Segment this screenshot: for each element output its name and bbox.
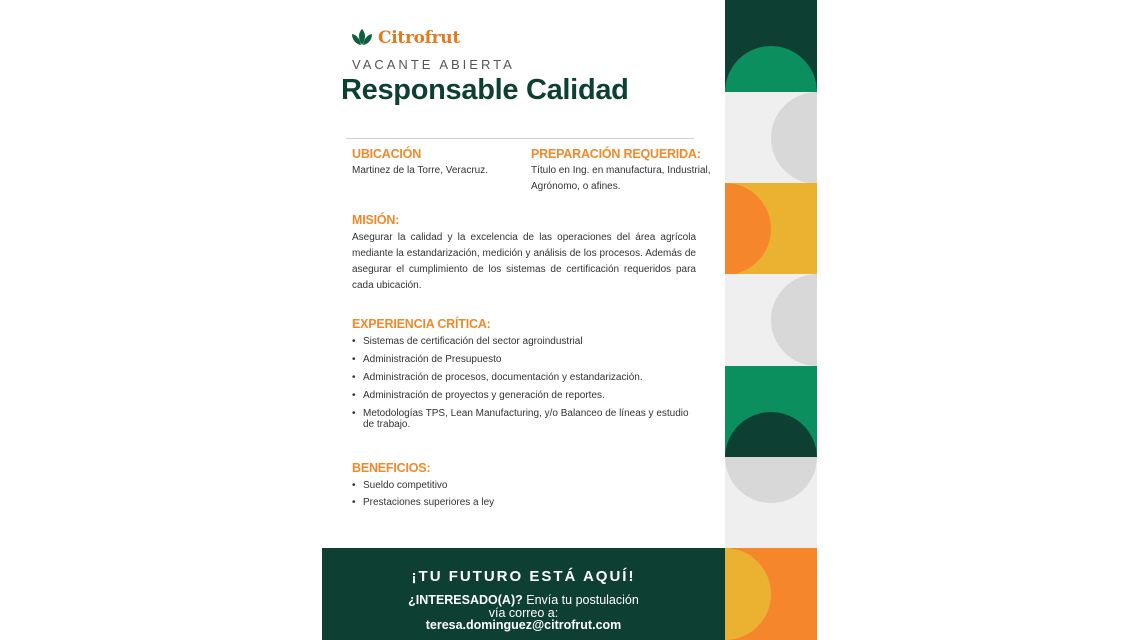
divider [346,138,694,139]
ubicacion-text: Martinez de la Torre, Veracruz. [352,165,488,176]
deco-tile [725,92,817,184]
list-item: • Metodologías TPS, Lean Manufacturing, y/o Balanceo de líneas y estudio de trabajo. [352,408,696,430]
list-item: • Sistemas de certificación del sector agroindustrial [352,336,696,347]
list-item: • Sueldo competitivo [352,480,696,491]
deco-tile [725,457,817,549]
deco-tile [725,274,817,366]
cta-interested: ¿INTERESADO(A)? [408,593,523,607]
job-title: Responsable Calidad [341,74,629,106]
deco-circle [725,46,817,92]
deco-circle [725,457,817,503]
leaf-logo-icon [350,27,374,49]
ubicacion-heading: UBICACIÓN [352,147,422,161]
list-item: • Prestaciones superiores a ley [352,497,696,508]
beneficios-heading: BENEFICIOS: [352,461,431,475]
cta-send: Envía tu postulación [526,593,639,607]
mision-text: Asegurar la calidad y la excelencia de las operaciones del área agrícola mediante la estandarización, medición y análisis de los procesos. Además de asegurar el cumplimiento de los sistemas de certificación requeridos para cada ubicación. [352,232,696,291]
decorative-column [725,0,817,640]
preparacion-line-1: Título en Ing. en manufactura, Industrial, [531,165,711,176]
cta-email[interactable]: teresa.dominguez@citrofrut.com [425,618,622,632]
cta-banner [322,548,725,640]
deco-tile [725,0,817,92]
list-item: • Administración de Presupuesto [352,354,696,365]
deco-circle [725,412,817,458]
list-item: • Administración de proyectos y generación de reportes. [352,390,696,401]
mision-heading: MISIÓN: [352,213,400,227]
experiencia-heading: EXPERIENCIA CRÍTICA: [352,317,491,331]
brand-logo [350,27,460,49]
cta-heading: ¡TU FUTURO ESTÁ AQUÍ! [411,568,636,585]
list-item: • Administración de procesos, documentación y estandarización. [352,372,696,383]
deco-circle [771,274,817,366]
deco-circle [771,92,817,184]
deco-tile [725,548,817,640]
deco-tile [725,183,817,275]
beneficios-list [352,480,696,508]
preparacion-line-2: Agrónomo, o afines. [531,181,621,192]
vacancy-kicker: VACANTE ABIERTA [352,57,515,72]
preparacion-heading: PREPARACIÓN REQUERIDA: [531,147,701,161]
deco-circle [725,183,771,275]
brand-name: Citrofrut [378,28,460,48]
deco-circle [725,548,771,640]
experiencia-list [352,336,696,430]
cta-via: vía correo a: [488,606,559,620]
deco-tile [725,366,817,458]
